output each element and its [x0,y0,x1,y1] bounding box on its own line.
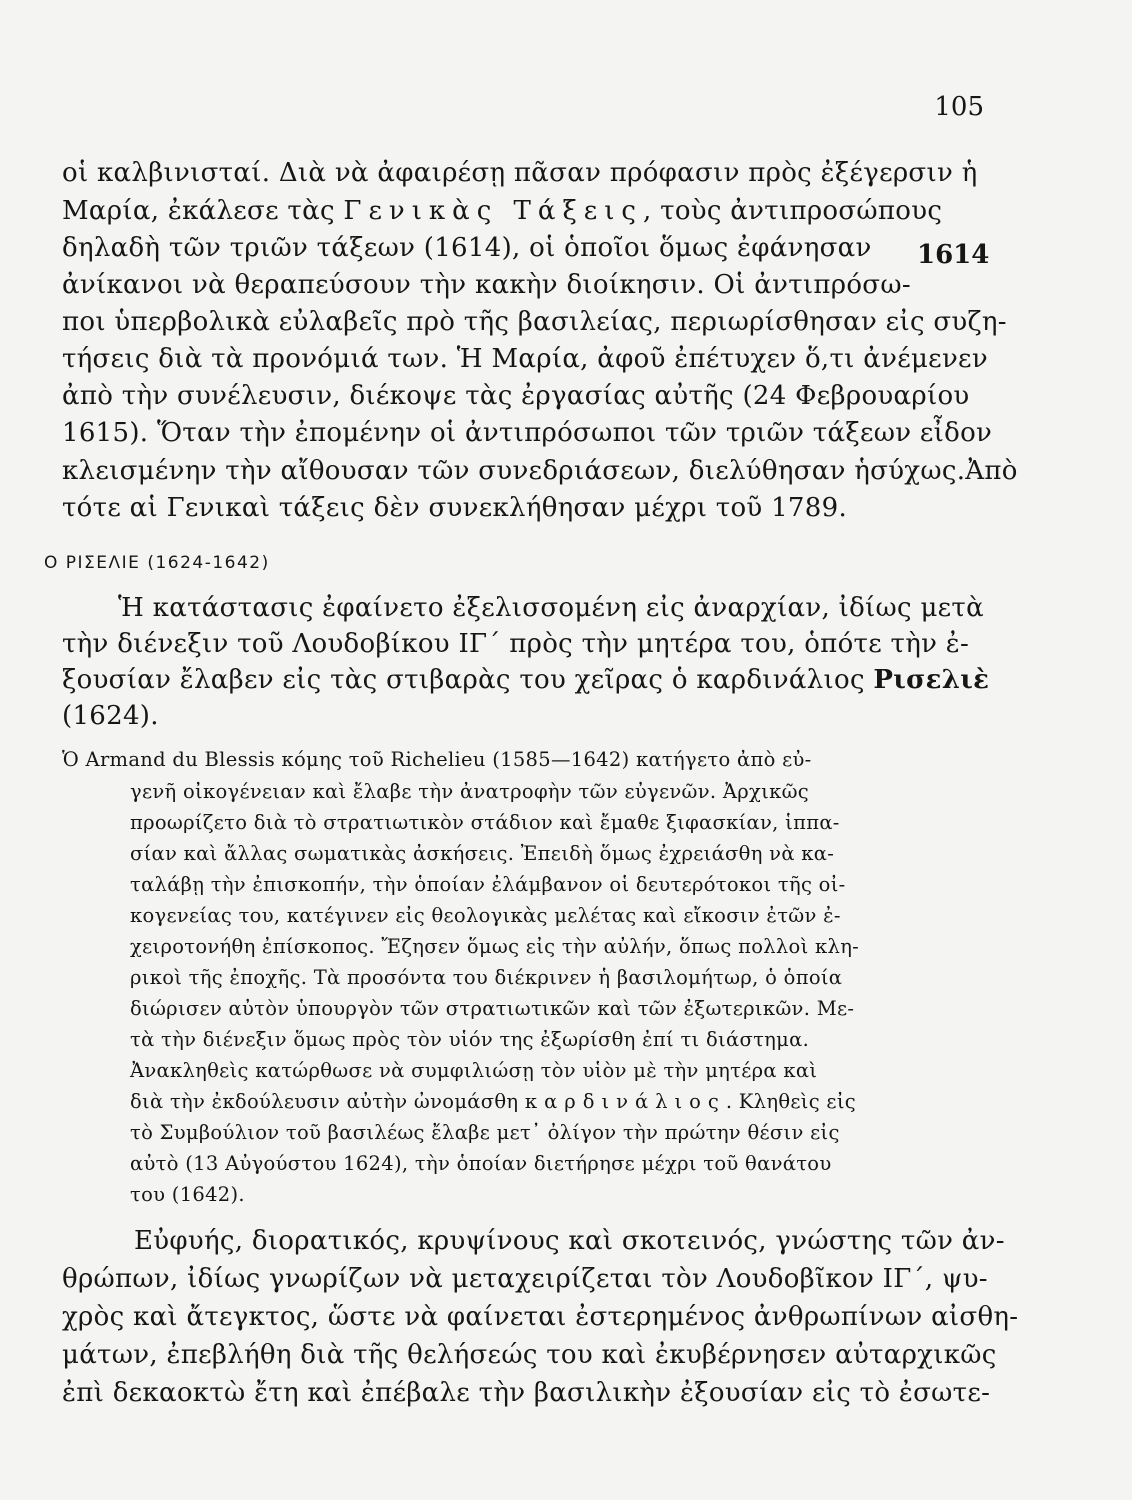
para3-line-4: μάτων, ἐπεβλήθη διὰ τῆς θελήσεώς του καὶ ἐκυβέρνησεν αὐταρχικῶς [62,1340,997,1370]
note-line-4: σίαν καὶ ἄλλας σωματικὰς ἀσκήσεις. Ἐπειδὴ ὅμως ἐχρειάσθη νὰ κα- [130,842,835,865]
note-line-13: τὸ Συμβούλιον τοῦ βασιλέως ἔλαβε μετ᾽ ὀλίγον τὴν πρώτην θέσιν εἰς [130,1121,840,1144]
note-line-5: ταλάβῃ τὴν ἐπισκοπήν, τὴν ὁποίαν ἐλάμβανον οἱ δευτερότοκοι τῆς οἰ- [130,873,846,896]
page-number: 105 [934,92,984,122]
note-line-9: διώρισεν αὐτὸν ὑπουργὸν τῶν στρατιωτικῶν καὶ τῶν ἐξωτερικῶν. Με- [130,997,855,1020]
para3-line-5: ἐπὶ δεκαοκτὼ ἔτη καὶ ἐπέβαλε τὴν βασιλικὴν ἐξουσίαν εἰς τὸ ἐσωτε- [62,1378,991,1408]
para1-line-6: τήσεις διὰ τὰ προνόμιά των. Ἡ Μαρία, ἀφοῦ ἐπέτυχεν ὅ,τι ἀνέμενεν [62,344,988,374]
note-line-1: Ὁ Armand du Blessis κόμης τοῦ Richelieu (1585—1642) κατήγετο ἀπὸ εὐ- [62,748,812,771]
para1-line-1: οἱ καλβινισταί. Διὰ νὰ ἀφαιρέσῃ πᾶσαν πρόφασιν πρὸς ἐξέγερσιν ἡ [62,158,978,188]
note-line-12 [130,1090,856,1113]
para1-line-3: δηλαδὴ τῶν τριῶν τάξεων (1614), οἱ ὁποῖοι ὅμως ἐφάνησαν [62,233,872,263]
note-line-3: προωρίζετο διὰ τὸ στρατιωτικὸν στάδιον καὶ ἔμαθε ξιφασκίαν, ἱππα- [130,811,840,834]
estates-general-term: Γενικὰς Τάξεις [343,196,643,226]
note-line-7: χειροτονήθη ἐπίσκοπος. Ἔζησεν ὅμως εἰς τὴν αὐλήν, ὅπως πολλοὶ κλη- [130,935,860,958]
note-line-6: κογενείας του, κατέγινεν εἰς θεολογικὰς μελέτας καὶ εἴκοσιν ἐτῶν ἐ- [130,904,841,927]
para3-line-1: Εὐφυής, διορατικός, κρυψίνους καὶ σκοτεινός, γνώστης τῶν ἀν- [134,1226,1005,1256]
para2-line-3 [62,665,989,695]
margin-year: 1614 [917,240,990,270]
para1-line-7: ἀπὸ τὴν συνέλευσιν, διέκοψε τὰς ἐργασίας αὐτῆς (24 Φεβρουαρίου [62,381,970,411]
para3-line-2: θρώπων, ἰδίως γνωρίζων νὰ μεταχειρίζεται τὸν Λουδοβῖκον ΙΓ΄, ψυ- [62,1264,988,1294]
para1-line-9: κλεισμένην τὴν αἴθουσαν τῶν συνεδριάσεων, διελύθησαν ἡσύχως.Ἀπὸ [62,456,1018,486]
note-line-8: ρικοὶ τῆς ἐποχῆς. Τὰ προσόντα του διέκρινεν ἡ βασιλομήτωρ, ὁ ὁποία [130,966,843,989]
note-line-11: Ἀνακληθεὶς κατώρθωσε νὰ συμφιλιώσῃ τὸν υἱὸν μὲ τὴν μητέρα καὶ [130,1059,818,1082]
section-heading: Ο ΡΙΣΕΛΙΕ (1624-1642) [44,553,270,573]
para2-line-3-a: ξουσίαν ἔλαβεν εἰς τὰς στιβαρὰς του χεῖρας ὁ καρδινάλιος [62,665,874,695]
para1-line-2 [62,196,942,226]
note-line-12-c: . Κληθεὶς εἰς [725,1090,856,1113]
note-line-2: γενῆ οἰκογένειαν καὶ ἔλαβε τὴν ἀνατροφὴν τῶν εὐγενῶν. Ἀρχικῶς [130,780,810,803]
para1-line-8: 1615). Ὅταν τὴν ἐπομένην οἱ ἀντιπρόσωποι τῶν τριῶν τάξεων εἶδον [62,418,993,448]
para2-line-4: (1624). [62,701,159,731]
para1-line-5: ποι ὑπερβολικὰ εὐλαβεῖς πρὸ τῆς βασιλείας, περιωρίσθησαν εἰς συζη- [62,307,1007,337]
para1-line-2-c: , τοὺς ἀντιπροσώπους [643,196,943,226]
para2-line-2: τὴν διένεξιν τοῦ Λουδοβίκου ΙΓ΄ πρὸς τὴν μητέρα του, ὁπότε τὴν ἐ- [62,629,970,659]
note-line-10: τὰ τὴν διένεξιν ὅμως πρὸς τὸν υἱόν της ἐξωρίσθη ἐπί τι διάστημα. [130,1028,810,1051]
para1-line-2-a: Μαρία, ἐκάλεσε τὰς [62,196,344,226]
para2-line-1: Ἡ κατάστασις ἐφαίνετο ἐξελισσομένη εἰς ἀναρχίαν, ἰδίως μετὰ [118,593,984,623]
cardinal-term: καρδινάλιος [524,1090,726,1113]
note-line-12-a: διὰ τὴν ἐκδούλευσιν αὐτὴν ὠνομάσθη [130,1090,525,1113]
para3-line-3: χρὸς καὶ ἄτεγκτος, ὥστε νὰ φαίνεται ἐστερημένος ἀνθρωπίνων αἰσθη- [62,1302,1019,1332]
para1-line-4: ἀνίκανοι νὰ θεραπεύσουν τὴν κακὴν διοίκησιν. Οἱ ἀντιπρόσω- [62,270,911,300]
note-line-14: αὐτὸ (13 Αὐγούστου 1624), τὴν ὁποίαν διετήρησε μέχρι τοῦ θανάτου [130,1152,832,1175]
richelieu-name: Ρισελιὲ [873,665,990,695]
para1-line-10: τότε αἱ Γενικαὶ τάξεις δὲν συνεκλήθησαν μέχρι τοῦ 1789. [62,493,848,523]
note-line-15: του (1642). [130,1183,245,1206]
